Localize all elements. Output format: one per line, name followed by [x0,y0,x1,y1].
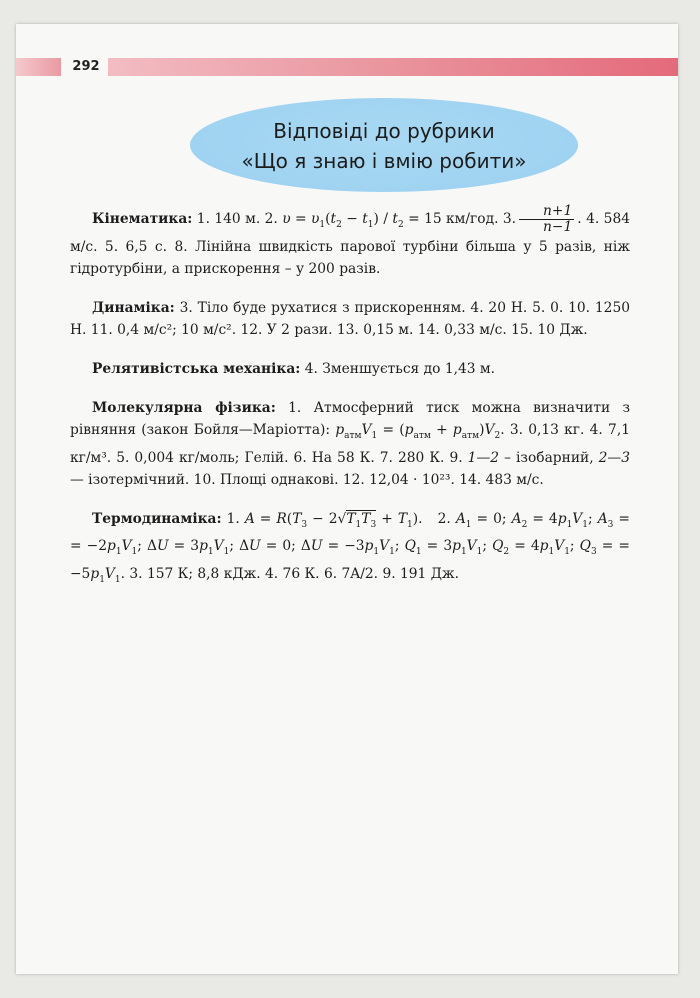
boyle-formula: $p_{атм}V_1 = (p_{атм} + p_{атм})V_2$. [335,421,505,441]
title-line-2: «Що я знаю і вмію робити» [241,149,527,173]
molecular-paragraph [70,397,630,491]
page-number: 292 [66,58,106,76]
fraction-denominator: n−1 [543,219,573,235]
dynamics-paragraph [70,297,630,341]
dynamics-text: 3. Тіло буде рухатися з прискоренням. 4. 20 Н. 5. 0. 10. 1250 Н. 11. 0,4 м/с²; 10 м/с². 12. У 2 рази. 13. 0,15 м. 14. 0,33 м/с. 15. 10 Дж. [70,299,630,338]
kinematics-text-1: 1. 140 м. 2. [192,211,283,227]
molecular-label: Молекулярна фізика: [92,399,276,416]
header-bar [16,58,678,76]
kinematics-formula: υ [282,211,291,227]
kinematics-text-2: . 4. 584 м/с. 5. 6,5 с. 8. Лінійна швидкість парової турбіни більша у 5 разів, ніж гідротурбіни, а прискорення – у 200 разів. [70,211,630,277]
relativistic-text: 4. Зменшується до 1,43 м. [300,360,496,377]
molecular-text-2: 3. 0,13 кг. 4. 7,1 кг/м³. 5. 0,004 кг/моль; Гелій. 6. На 58 К. 7. 280 К. 9. [70,421,630,466]
thermodynamics-text: 3. 157 К; 8,8 кДж. 4. 76 К. 6. 7A/2. 9. 191 Дж. [125,566,460,582]
kinematics-fraction [519,204,574,235]
header-bar-left [16,58,61,76]
relativistic-paragraph [70,358,630,380]
fraction-numerator: n+1 [519,204,574,220]
dynamics-label: Динаміка: [92,299,175,316]
molecular-text-4: — ізотермічний. 10. Площі однакові. 12. 12,04 · 10²³. 14. 483 м/с. [70,471,544,488]
molecular-text-1: 1. Атмосферний тиск можна визначити з рівняння (закон Бойля—Маріотта): [70,399,630,438]
molecular-text-3: – ізобарний, [499,449,599,466]
title-line-1: Відповіді до рубрики [273,119,495,143]
answers-content [70,180,630,608]
thermodynamics-formulas: 1. $A = R(T_3 - 2√T_1T_3 + T_1)$. 2. $A_1 = 0$; $A_2 = 4p_1V_1$; $A_3$ = = $-2p_1V_1$; $\Delta U = 3p_1V_1$; ΔU = 0; $\Delta U = -3p_1V_1$; $Q_1 = 3p_1V_1$; $Q_2 = 4p_1V_1$; $Q_3$ = = $-5p_1V_1$. [70,510,630,585]
process-1-2: 1—2 [467,449,500,466]
thermodynamics-paragraph [70,508,630,591]
relativistic-label: Релятивістська механіка: [92,360,301,377]
title-ellipse [190,98,578,192]
process-2-3: 2—3 [598,449,631,466]
thermodynamics-label: Термодинаміка: [92,510,222,527]
kinematics-paragraph: Кінематика: 1. 140 м. 2. $\upsilon = \upsilon_1(t_2 - t_1) / t_2 = 15$ км/год. 3. $\frac{n+1}{n-1}$ . 4. 584 м/с. 5. 6,5 с. 8. Лінійна швидкість парової турбіни більша у 5 разів, ніж гідротурбіни, а прискорення – у 200 разів. [70,203,630,277]
header-bar-right [108,58,678,76]
kinematics-label: Кінематика: [92,211,193,227]
